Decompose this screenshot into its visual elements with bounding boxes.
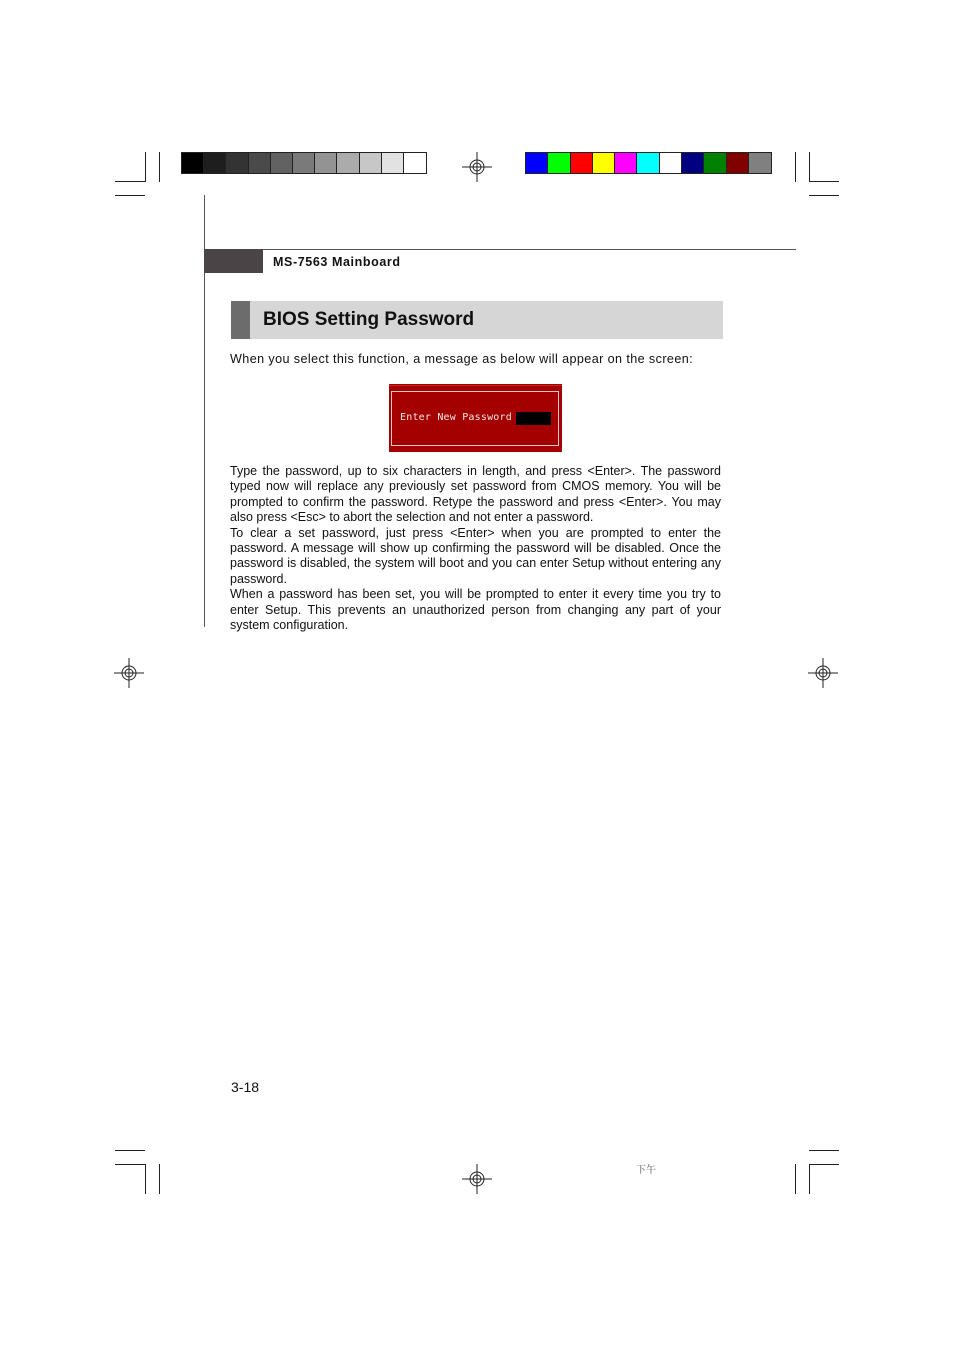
bios-dialog-highlight: [389, 385, 562, 386]
running-header-title: MS-7563 Mainboard: [273, 255, 401, 269]
color-swatch: [615, 153, 637, 173]
crop-mark: [145, 152, 146, 182]
crop-mark: [115, 181, 145, 182]
crop-mark: [795, 1164, 796, 1194]
section-heading-accent: [231, 301, 250, 339]
color-swatch: [204, 153, 226, 173]
crop-mark: [159, 1164, 160, 1194]
crop-mark: [809, 1150, 839, 1151]
color-swatch: [382, 153, 404, 173]
bios-password-field: [516, 412, 551, 425]
crop-mark: [115, 1164, 145, 1165]
color-swatch: [637, 153, 659, 173]
paragraph: To clear a set password, just press <Enter> when you are prompted to enter the password. A message will show up confirming the password will be disabled. Once the password is disabled, the system will boot and you can enter Setup without entering any password.: [230, 525, 721, 586]
registration-mark-icon: [462, 1164, 492, 1194]
color-swatch: [548, 153, 570, 173]
color-swatch: [293, 153, 315, 173]
color-swatch: [727, 153, 749, 173]
color-swatch: [337, 153, 359, 173]
crop-mark: [115, 1150, 145, 1151]
crop-mark: [809, 152, 810, 182]
color-swatch: [315, 153, 337, 173]
registration-mark-icon: [462, 152, 492, 182]
color-swatch: [360, 153, 382, 173]
color-swatch: [526, 153, 548, 173]
header-block: [204, 249, 263, 273]
bios-prompt-label: Enter New Password: [400, 412, 512, 423]
registration-mark-icon: [808, 658, 838, 688]
color-swatch: [271, 153, 293, 173]
color-swatch: [249, 153, 271, 173]
color-swatch: [682, 153, 704, 173]
crop-mark: [809, 1164, 810, 1194]
color-swatch: [226, 153, 248, 173]
footer-print-mark: 下午: [636, 1165, 656, 1176]
color-swatch: [704, 153, 726, 173]
crop-mark: [159, 152, 160, 182]
page-number: 3-18: [231, 1079, 260, 1095]
paragraph: Type the password, up to six characters in length, and press <Enter>. The password typed now will replace any previously set password from CMOS memory. You will be prompted to confirm the password. Retype the password and press <Enter>. You may also press <Esc> to abort the selection and not enter a password.: [230, 464, 721, 525]
crop-mark: [809, 195, 839, 196]
color-swatch: [749, 153, 771, 173]
body-text: [230, 464, 721, 633]
color-swatch: [182, 153, 204, 173]
paragraph: When a password has been set, you will be prompted to enter it every time you try to enter Setup. This prevents an unauthorized person from changing any part of your system configuration.: [230, 587, 721, 633]
registration-mark-icon: [114, 658, 144, 688]
intro-text: When you select this function, a message as below will appear on the screen:: [230, 352, 694, 366]
color-calibration-strip: [525, 152, 772, 174]
crop-mark: [809, 181, 839, 182]
crop-mark: [145, 1164, 146, 1194]
color-swatch: [404, 153, 426, 173]
grayscale-calibration-strip: [181, 152, 427, 174]
header-rule: [204, 249, 796, 250]
crop-mark: [115, 195, 145, 196]
color-swatch: [571, 153, 593, 173]
crop-mark: [809, 1164, 839, 1165]
color-swatch: [593, 153, 615, 173]
crop-mark: [795, 152, 796, 182]
section-title: BIOS Setting Password: [263, 309, 475, 330]
color-swatch: [660, 153, 682, 173]
